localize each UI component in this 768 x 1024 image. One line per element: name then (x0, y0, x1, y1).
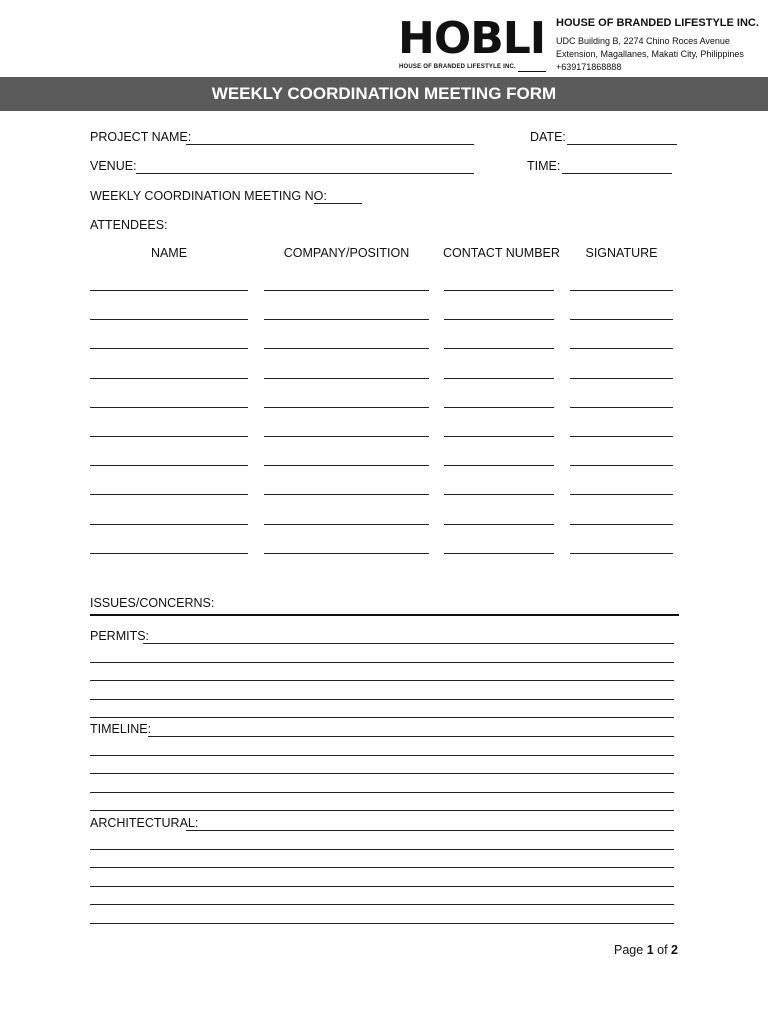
writing-line[interactable] (90, 717, 674, 718)
writing-line[interactable] (90, 680, 674, 681)
page-total: 2 (671, 943, 678, 957)
of-word: of (657, 943, 668, 957)
attendee-company-position-line[interactable] (264, 290, 429, 291)
attendee-contact-number-line[interactable] (444, 465, 554, 466)
attendee-name-line[interactable] (90, 348, 248, 349)
attendee-signature-line[interactable] (570, 436, 673, 437)
attendee-contact-number-line[interactable] (444, 348, 554, 349)
attendee-company-position-line[interactable] (264, 319, 429, 320)
attendee-name-line[interactable] (90, 524, 248, 525)
attendee-company-position-line[interactable] (264, 407, 429, 408)
attendee-company-position-line[interactable] (264, 553, 429, 554)
attendee-company-position-line[interactable] (264, 378, 429, 379)
attendee-signature-line[interactable] (570, 494, 673, 495)
writing-line[interactable] (90, 904, 674, 905)
attendee-signature-line[interactable] (570, 407, 673, 408)
attendee-signature-line[interactable] (570, 348, 673, 349)
attendee-name-line[interactable] (90, 553, 248, 554)
phone-number: +639171868888 (556, 62, 622, 72)
logo-underline (518, 71, 546, 72)
attendee-name-line[interactable] (90, 494, 248, 495)
page-number (614, 943, 678, 957)
company-name: HOUSE OF BRANDED LIFESTYLE INC. (556, 17, 759, 29)
attendee-company-position-line[interactable] (264, 524, 429, 525)
project-name-label: PROJECT NAME: (90, 130, 192, 144)
writing-line[interactable] (90, 662, 674, 663)
column-header-signature: SIGNATURE (585, 246, 658, 260)
permits-label: PERMITS: (90, 629, 150, 643)
meeting-no-field[interactable] (314, 203, 362, 204)
meeting-no-label: WEEKLY COORDINATION MEETING NO: (90, 189, 327, 203)
attendee-name-line[interactable] (90, 436, 248, 437)
attendee-contact-number-line[interactable] (444, 290, 554, 291)
column-header-company-position: COMPANY/POSITION (283, 246, 410, 260)
attendee-contact-number-line[interactable] (444, 319, 554, 320)
writing-line[interactable] (90, 755, 674, 756)
venue-field[interactable] (136, 173, 474, 174)
writing-line[interactable] (90, 867, 674, 868)
column-header-name: NAME (150, 246, 188, 260)
attendee-name-line[interactable] (90, 319, 248, 320)
writing-line[interactable] (90, 810, 674, 811)
form-title: WEEKLY COORDINATION MEETING FORM (211, 84, 557, 103)
date-field[interactable] (567, 144, 677, 145)
attendees-label: ATTENDEES: (90, 218, 168, 232)
venue-label: VENUE: (90, 159, 137, 173)
architectural-label: ARCHITECTURAL: (90, 816, 199, 830)
writing-line[interactable] (90, 886, 674, 887)
attendee-name-line[interactable] (90, 290, 248, 291)
attendee-signature-line[interactable] (570, 553, 673, 554)
logo-subtitle: HOUSE OF BRANDED LIFESTYLE INC. (399, 64, 516, 70)
writing-line[interactable] (90, 923, 674, 924)
attendee-name-line[interactable] (90, 465, 248, 466)
writing-line[interactable] (143, 643, 674, 644)
attendee-signature-line[interactable] (570, 378, 673, 379)
writing-line[interactable] (90, 773, 674, 774)
attendee-contact-number-line[interactable] (444, 407, 554, 408)
attendee-contact-number-line[interactable] (444, 553, 554, 554)
attendee-company-position-line[interactable] (264, 465, 429, 466)
attendee-name-line[interactable] (90, 407, 248, 408)
page-word: Page (614, 943, 644, 957)
attendee-company-position-line[interactable] (264, 348, 429, 349)
attendee-name-line[interactable] (90, 378, 248, 379)
project-name-field[interactable] (186, 144, 474, 145)
time-label: TIME: (527, 159, 561, 173)
attendee-contact-number-line[interactable] (444, 524, 554, 525)
attendee-company-position-line[interactable] (264, 494, 429, 495)
attendee-signature-line[interactable] (570, 524, 673, 525)
time-field[interactable] (562, 173, 672, 174)
address-line-1: UDC Building B, 2274 Chino Roces Avenue (556, 36, 730, 46)
attendee-contact-number-line[interactable] (444, 378, 554, 379)
attendee-signature-line[interactable] (570, 319, 673, 320)
writing-line[interactable] (148, 736, 674, 737)
writing-line[interactable] (90, 699, 674, 700)
company-logo: HOBLI (398, 13, 546, 64)
writing-line[interactable] (90, 792, 674, 793)
attendee-company-position-line[interactable] (264, 436, 429, 437)
writing-line[interactable] (186, 830, 674, 831)
date-label: DATE: (530, 130, 566, 144)
timeline-label: TIMELINE: (90, 722, 152, 736)
attendee-signature-line[interactable] (570, 290, 673, 291)
page-current: 1 (646, 943, 654, 957)
address-line-2: Extension, Magallanes, Makati City, Philippines (556, 49, 744, 59)
issues-concerns-label: ISSUES/CONCERNS: (90, 596, 215, 610)
attendee-contact-number-line[interactable] (444, 494, 554, 495)
writing-line[interactable] (90, 849, 674, 850)
attendee-contact-number-line[interactable] (444, 436, 554, 437)
section-divider (90, 614, 679, 616)
attendee-signature-line[interactable] (570, 465, 673, 466)
column-header-contact-number: CONTACT NUMBER (443, 246, 560, 260)
